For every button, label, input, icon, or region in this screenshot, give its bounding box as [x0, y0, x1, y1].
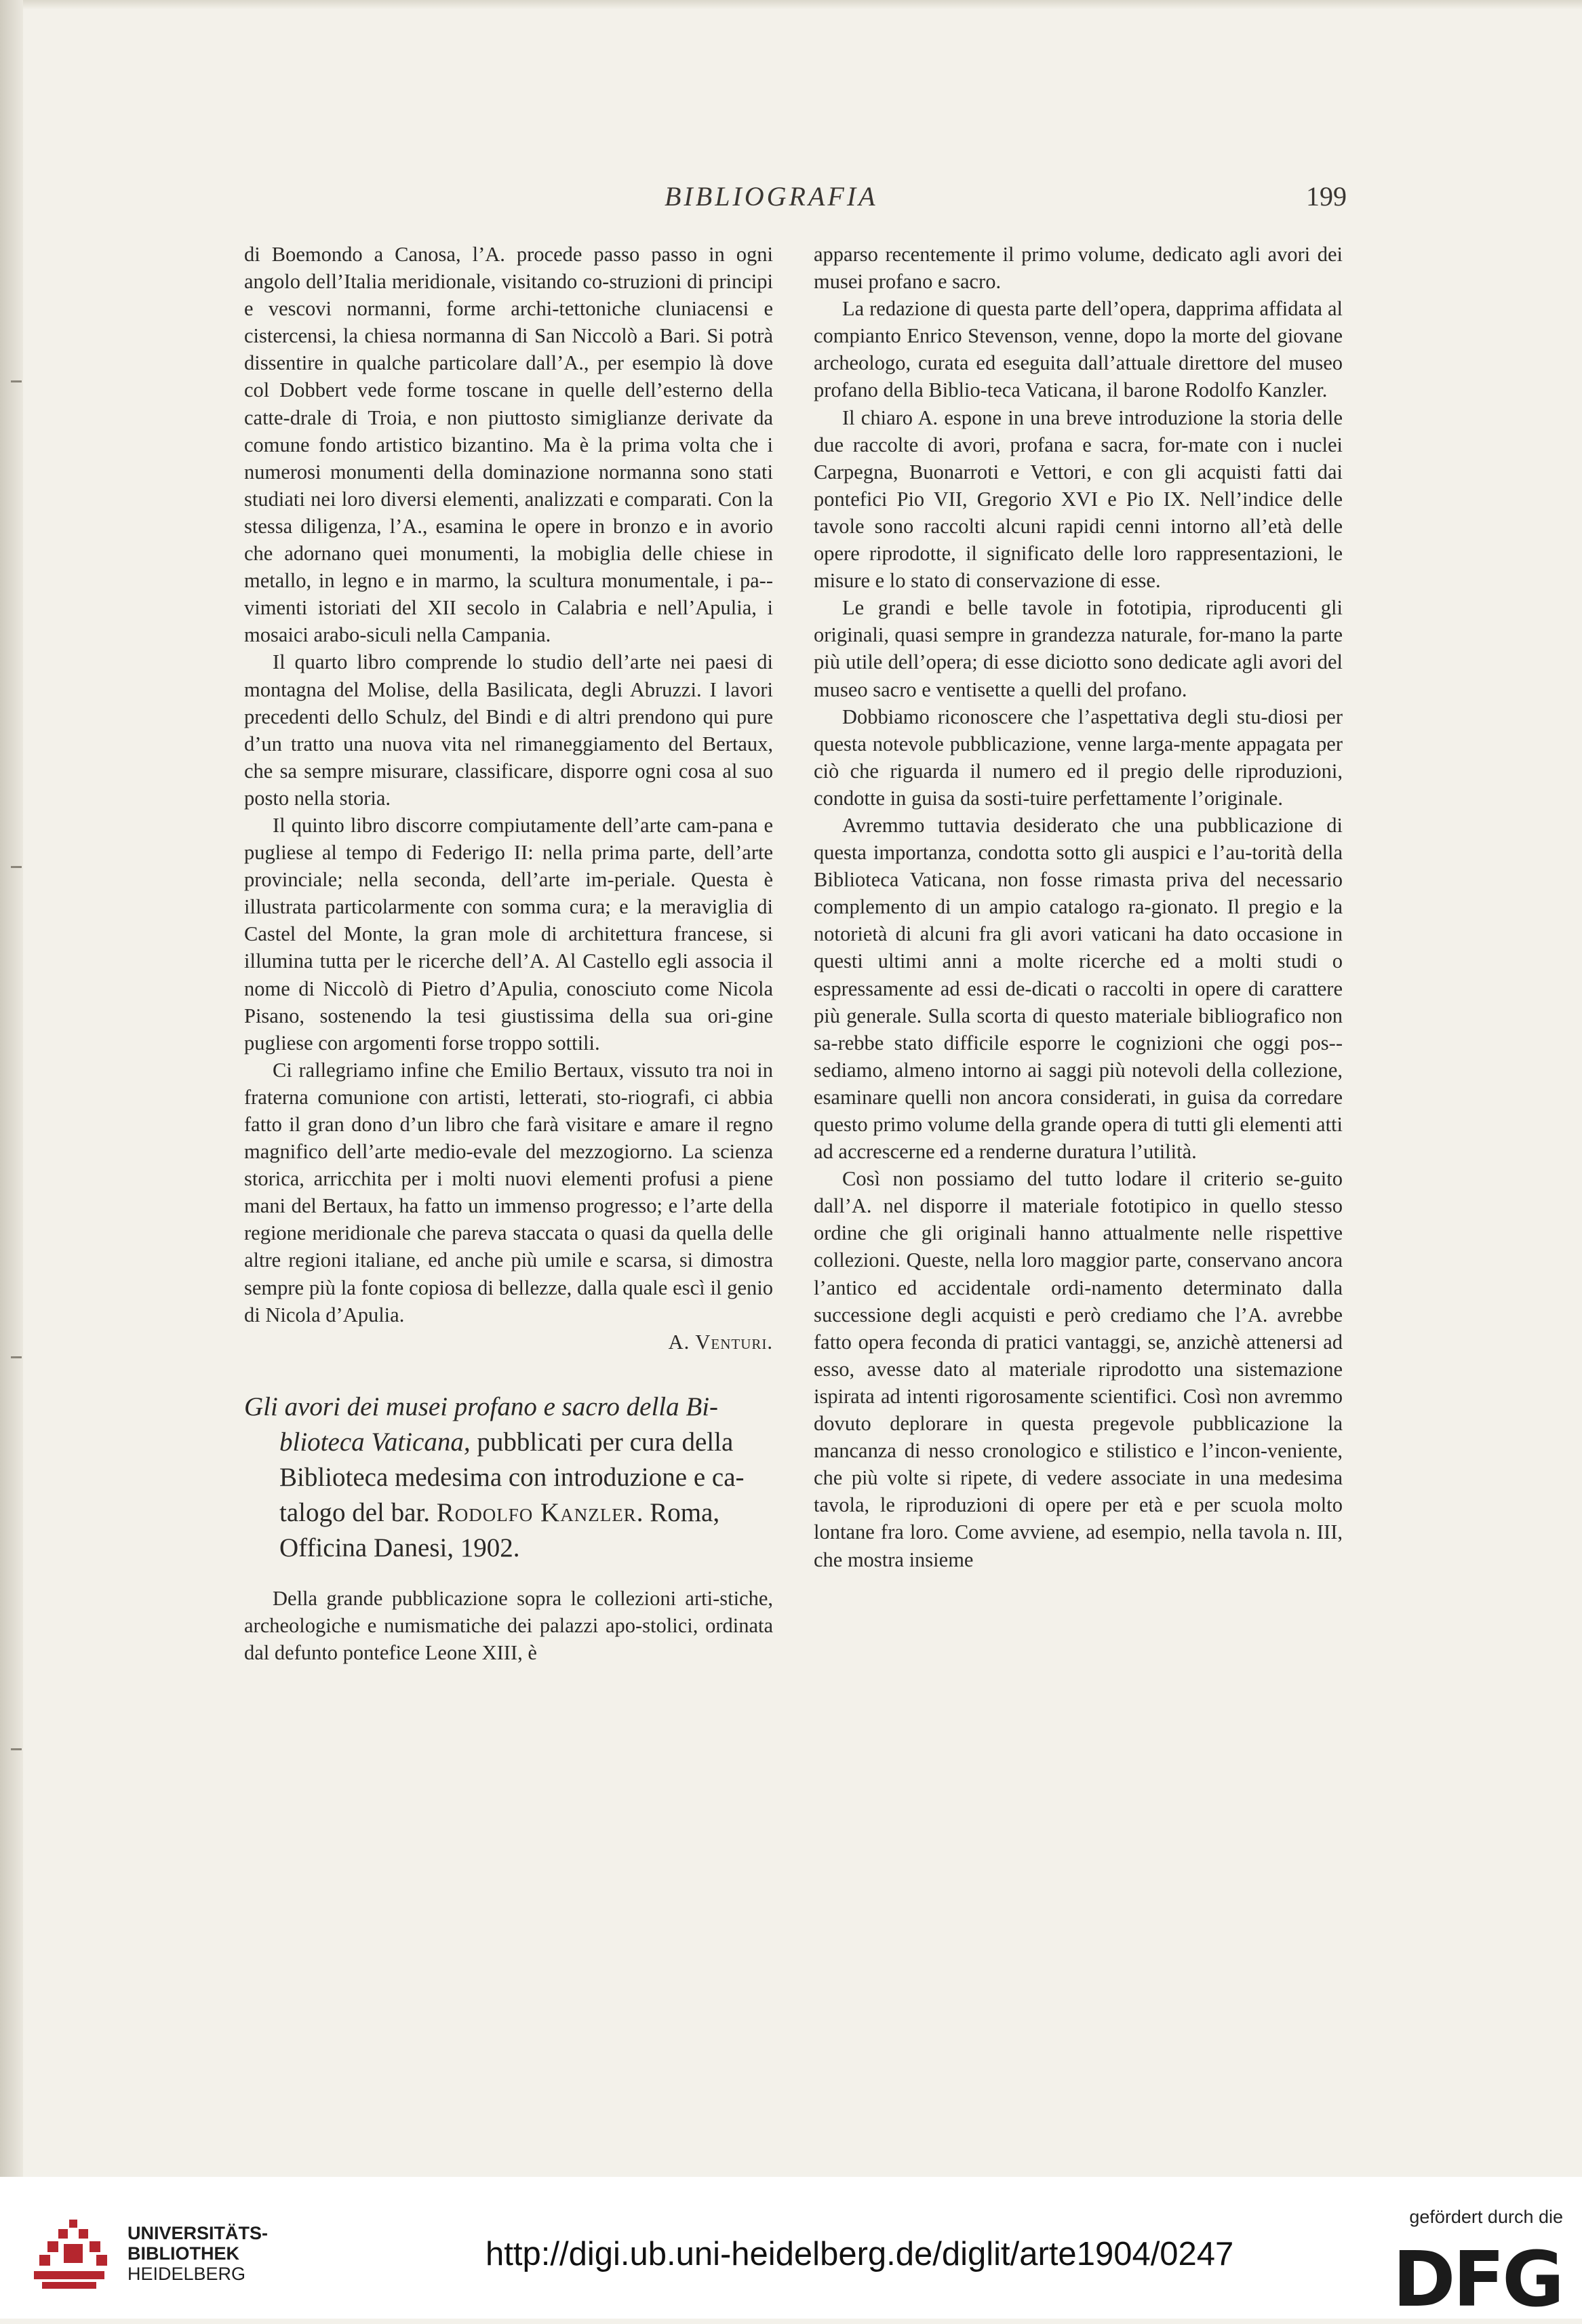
right-column: [814, 241, 1343, 1573]
margin-tick: [11, 380, 22, 382]
digitization-footer: [0, 2177, 1582, 2324]
dfg-logo-icon: DFG: [1392, 2236, 1562, 2324]
book-entry-line: Biblioteca medesima con introduzione e ca-: [279, 1462, 745, 1492]
scan-edge-left: [0, 0, 23, 2177]
margin-tick: [11, 1748, 22, 1750]
book-entry-text: talogo del bar.: [279, 1497, 437, 1527]
page-number: 199: [1306, 181, 1347, 212]
book-entry-line: Officina Danesi, 1902.: [279, 1533, 520, 1562]
paragraph: di Boemondo a Canosa, l’A. procede passo passo in ogni angolo dell’Italia meridionale, visitando co-struzioni di principi e vescovi normanni, forme archi-tettoniche cluniacensi e cistercensi, la chiesa normanna di San Niccolò a Bari. Si potrà dissentire in qualche particolare dall’A., per esempio là dove col Dobbert vede forme toscane in quelle dell’esterno della catte-drale di Troia, e non piuttosto simiglianze derivate da comune fondo artistico bizantino. Ma è la prima volta che i numerosi monumenti della dominazione normanna sono stati studiati nei loro diversi elementi, analizzati e comparati. Con la stessa diligenza, l’A., esamina le opere in bronzo e in avorio che adornano quei monumenti, la mobiglia delle chiese in metallo, in legno e in marmo, la scultura monumentale, i pa-vimenti istoriati del XII secolo in Calabria e nell’Apulia, i mosaici arabo-siculi nella Campania.: [244, 243, 773, 647]
paragraph: Avremmo tuttavia desiderato che una pubblicazione di questa importanza, condotta sotto gli auspici e l’au-torità della Biblioteca Vaticana, non fosse rimasta priva del necessario complemento di un ampio catalogo ra-gionato. Il pregio e la notorietà di alcuni fra gli avori vaticani ha dato occasione in questi ultimi anni a molte ricerche ed a molti studi o espressamente ad essi de-dicati o raccolti in opere di carattere più generale. Sulla scorta di questo materiale bibliografico non sa-rebbe stato difficile esporre le cognizioni che oggi pos-sediamo, almeno intorno ai saggi più notevoli della collezione, esaminare quelli non ancora considerati, in guisa da corredare questo primo volume della grande opera di tutti gli elementi atti ad accrescerne ed a renderne duratura l’utilità.: [814, 813, 1343, 1164]
paragraph: La redazione di questa parte dell’opera, dapprima affidata al compianto Enrico Stevenson, venne, dopo la morte del giovane archeologo, curata ed eseguita dall’attuale direttore del museo profano della Biblio-teca Vaticana, il barone Rodolfo Kanzler.: [814, 297, 1343, 402]
paragraph: Ci rallegriamo infine che Emilio Bertaux, vissuto tra noi in fraterna comunione con artisti, letterati, sto-riografi, ci abbia fatto il gran dono d’un libro che farà visitare e amare il regno magnifico dell’arte medio-evale del mezzogiorno. La scienza storica, arricchita per i molti nuovi elementi profusi a piene mani del Bertaux, ha fatto un immenso progresso; e l’arte della regione meridionale che pareva staccata o quasi da quella delle altre regioni italiane, ed anche più umile e scarsa, si dimostra sempre più la fonte copiosa di bellezze, dalla quale escì il genio di Nicola d’Apulia.: [244, 1058, 773, 1326]
margin-tick: [11, 866, 22, 868]
book-title-line: Gli avori dei musei profano e sacro della Bi-: [244, 1392, 719, 1421]
book-author: Rodolfo Kanzler: [436, 1497, 637, 1527]
paragraph: Così non possiamo del tutto lodare il criterio se-guito dall’A. nel disporre il materiale fototipico in quello stesso ordine che gli originali hanno attualmente nelle rispettive collezioni. Queste, nella loro maggior parte, conservano ancora l’antico ed accidentale ordi-namento determinato dalla successione degli acquisti e però crediamo che l’A. avrebbe fatto opera feconda di pratici vantaggi, se, anzichè attenersi ad esso, avesse dato al materiale riprodotto una sistemazione ispirata ad intenti rigorosamente scientifici. Così non avremmo dovuto deplorare in questa pregevole pubblicazione la mancanza di nesso cronologico e stilistico e l’incon-veniente, che più volte si ripete, di vedere associate in una medesima tavola, le riproduzioni di opere per età e per scuola molto lontane fra loro. Come avviene, ad esempio, nella tavola n. III, che mostra insieme: [814, 1167, 1343, 1571]
book-entry-line: [244, 1495, 773, 1531]
paragraph: Dobbiamo riconoscere che l’aspettativa degli stu-diosi per questa notevole pubblicazione, venne larga-mente appagata per ciò che riguarda il numero ed il pregio delle riproduzioni, condotte in guisa da sosti-tuire perfettamente l’originale.: [814, 705, 1343, 810]
library-name-line: UNIVERSITÄTS-: [127, 2223, 269, 2243]
library-name: [127, 2223, 268, 2284]
permalink-url[interactable]: http://digi.ub.uni-heidelberg.de/diglit/arte1904/0247: [486, 2236, 1234, 2272]
book-entry-line: [244, 1425, 773, 1460]
paragraph: Le grandi e belle tavole in fototipia, riproducenti gli originali, quasi sempre in grandezza naturale, for-mano la parte più utile dell’opera; di esse diciotto sono dedicate agli avori del museo sacro e ventisette a quelli del profano.: [814, 596, 1343, 701]
book-title-line: blioteca Vaticana,: [279, 1427, 471, 1457]
funding-note: gefördert durch die: [1409, 2207, 1563, 2227]
library-name-line: BIBLIOTHEK: [127, 2243, 239, 2264]
paragraph: Il quarto libro comprende lo studio dell’arte nei paesi di montagna del Molise, della Basilicata, degli Abruzzi. I lavori precedenti dello Schulz, del Bindi e di altri prendono qui pure d’un tratto una nuova vita nel rimaneggiamento del Bertaux, che sa sempre misurare, classificare, disporre ogni cosa al suo posto nella storia.: [244, 650, 773, 810]
signature: A. Venturi.: [668, 1330, 773, 1354]
paragraph: Il chiaro A. espone in una breve introduzione la storia delle due raccolte di avori, profana e sacra, for-mate con i nuclei Carpegna, Buonarroti e Vettori, e con gli acquisti fatti dai pontefici Pio VII, Gregorio XVI e Pio IX. Nell’indice delle tavole sono raccolti alcuni rapidi cenni intorno all’età delle opere riprodotte, il significato delle loro rappresentazioni, le misure e lo stato di conservazione di esse.: [814, 406, 1343, 593]
book-entry-text: pubblicati per cura della: [470, 1427, 734, 1457]
margin-tick: [11, 1356, 22, 1358]
scan-edge-top: [0, 0, 1582, 9]
paragraph: Della grande pubblicazione sopra le collezioni arti-stiche, archeologiche e numismatiche dei palazzi apo-stolici, ordinata dal defunto pontefice Leone XIII, è: [244, 1586, 773, 1665]
paragraph: Il quinto libro discorre compiutamente dell’arte cam-pana e pugliese al tempo di Federigo II: nella prima parte, dell’arte provinciale; nella seconda, dell’arte im-periale. Questa è illustrata particolarmente con somma cura; e la meraviglia di Castel del Monte, la gran mole di architettura francese, si illumina tutta per le ricerche dell’A. Al Castello egli associa il nome di Niccolò di Pietro d’Apulia, conosciuto come Nicola Pisano, sostenendo la tesi giustissima della sua ori-gine pugliese con argomenti forse troppo sottili.: [244, 813, 773, 1055]
bibliographic-entry: [244, 1390, 773, 1566]
book-entry-text: . Roma,: [636, 1497, 720, 1527]
running-title: BIBLIOGRAFIA: [665, 181, 878, 212]
running-head: [0, 180, 1582, 221]
paragraph: apparso recentemente il primo volume, dedicato agli avori dei musei profano e sacro.: [814, 243, 1343, 294]
library-name-line: HEIDELBERG: [127, 2264, 246, 2284]
ub-heidelberg-logo-icon: [28, 2214, 110, 2296]
left-column: [244, 241, 773, 1666]
